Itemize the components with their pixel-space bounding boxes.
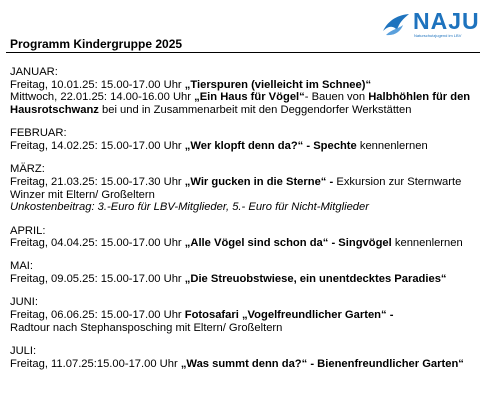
month-july bbox=[10, 345, 482, 370]
month-january bbox=[10, 66, 482, 117]
month-heading: APRIL: bbox=[10, 224, 46, 237]
event-line: Freitag, 10.01.25: 15.00-17.00 Uhr „Tierspuren (vielleicht im Schnee)“ bbox=[10, 78, 372, 91]
event-line: Mittwoch, 22.01.25: 14.00-16.00 Uhr „Ein Haus für Vögel“- Bauen von Halbhöhlen für den Hausrotschwanz bei und in Zusammenarbeit mit den Deggendorfer Werkstätten bbox=[10, 91, 471, 117]
event-line: Freitag, 09.05.25: 15.00-17.00 Uhr „Die Streuobstwiese, ein unentdecktes Paradies“ bbox=[10, 273, 447, 286]
month-april bbox=[10, 225, 482, 250]
month-june bbox=[10, 296, 482, 334]
month-heading: MAI: bbox=[10, 260, 33, 273]
event-line: Freitag, 14.02.25: 15.00-17.00 Uhr „Wer klopft denn da?“ - Spechte kennenlernen bbox=[10, 140, 428, 153]
month-march bbox=[10, 163, 482, 214]
event-line: Freitag, 06.06.25: 15.00-17.00 Uhr Fotosafari „Vogelfreundlicher Garten“ - bbox=[10, 309, 394, 322]
program-list bbox=[10, 66, 482, 370]
month-heading: MÄRZ: bbox=[10, 163, 45, 176]
event-line: Freitag, 11.07.25:15.00-17.00 Uhr „Was summt denn da?“ - Bienenfreundlicher Garten“ bbox=[10, 357, 464, 370]
month-february bbox=[10, 127, 482, 152]
month-heading: FEBRUAR: bbox=[10, 127, 67, 140]
month-heading: JANUAR: bbox=[10, 66, 58, 78]
logo-wordmark: NAJU bbox=[413, 8, 480, 34]
month-heading: JUNI: bbox=[10, 296, 38, 309]
logo-subtitle: Naturschutzjugend im LBV bbox=[414, 33, 462, 38]
naju-logo bbox=[381, 8, 481, 43]
bird-logo-icon bbox=[381, 11, 411, 39]
month-heading: JULI: bbox=[10, 344, 37, 357]
month-may bbox=[10, 260, 482, 285]
document-title: Programm Kindergruppe 2025 bbox=[10, 37, 183, 51]
title-underline bbox=[6, 52, 480, 53]
event-line: Freitag, 04.04.25: 15.00-17.00 Uhr „Alle Vögel sind schon da“ - Singvögel kennenlernen bbox=[10, 237, 463, 250]
event-detail: Winzer mit Eltern/ Großeltern bbox=[10, 188, 155, 201]
fee-note: Unkostenbeitrag: 3.-Euro für LBV-Mitglieder, 5.- Euro für Nicht-Mitglieder bbox=[10, 201, 369, 214]
event-line: Freitag, 21.03.25: 15.00-17.30 Uhr „Wir gucken in die Sterne“ - Exkursion zur Sternwarte bbox=[10, 175, 462, 188]
event-detail: Radtour nach Stephansposching mit Eltern/ Großeltern bbox=[10, 321, 283, 334]
